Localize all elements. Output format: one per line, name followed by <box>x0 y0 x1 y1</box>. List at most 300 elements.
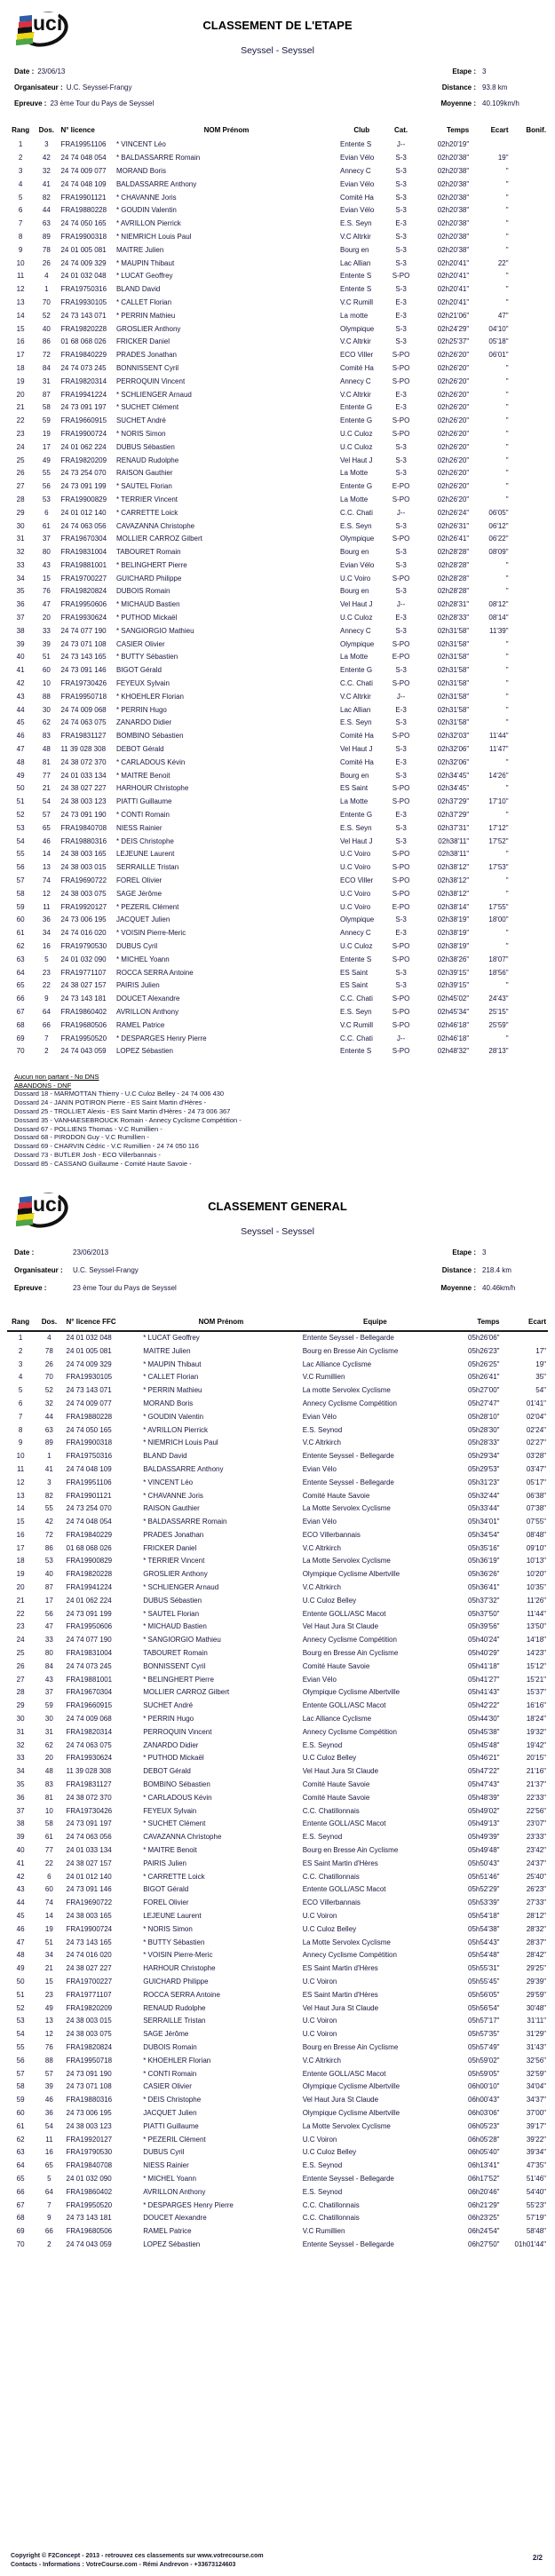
table-cell: " <box>505 166 509 175</box>
table-cell: FEYEUX Sylvain <box>115 679 170 688</box>
table-cell: 36 <box>44 2108 53 2117</box>
table-cell: 05h26'41" <box>468 1373 500 1382</box>
table-cell: CASIER Olivier <box>143 2082 192 2091</box>
table-cell: S-PO <box>392 955 410 963</box>
table-row <box>7 546 548 559</box>
general-header <box>0 1181 555 1240</box>
table-cell: 16 <box>44 2148 53 2157</box>
distance-value: 218.4 km <box>482 1265 511 1274</box>
table-row <box>7 1791 548 1804</box>
table-cell: 24 74 073 245 <box>60 363 107 372</box>
table-cell: 24 74 009 068 <box>66 1715 112 1724</box>
table-cell: 05h52'29" <box>468 1885 500 1894</box>
table-cell: " <box>505 705 509 714</box>
table-cell: La Motte Servolex Cyclisme <box>302 1938 391 1946</box>
table-cell: S-PO <box>392 784 410 793</box>
table-cell: " <box>505 482 509 491</box>
table-cell: 06h23'25" <box>468 2214 500 2223</box>
table-cell: S-PO <box>392 376 410 385</box>
table-row <box>7 362 548 376</box>
dnf-entry: Dossard 35 - VANHAESEBROUCK Romain - Annecy Cyclisme Compétition - <box>14 1115 242 1124</box>
table-cell: ECO Villerbannais <box>302 1898 361 1907</box>
table-cell: 82 <box>44 1491 53 1500</box>
table-cell: 02h37'31" <box>437 823 470 832</box>
table-cell: 30 <box>42 705 51 714</box>
table-cell: 30 <box>44 1715 53 1724</box>
table-cell: FRA19820228 <box>60 324 107 333</box>
table-cell: 24 73 006 195 <box>66 2108 112 2117</box>
table-cell: 10 <box>16 1452 25 1461</box>
table-cell: FRA19901121 <box>66 1491 112 1500</box>
table-row <box>7 2015 548 2028</box>
table-cell: " <box>505 245 509 254</box>
table-cell: U.C Culoz <box>340 942 373 950</box>
table-cell: 66 <box>44 2227 53 2236</box>
table-cell: FRA19930105 <box>60 297 107 306</box>
table-cell: 81 <box>42 757 51 766</box>
table-cell: GROSLIER Anthony <box>115 324 181 333</box>
table-cell: * LUCAT Geoffrey <box>115 272 173 281</box>
table-row <box>7 730 548 743</box>
table-cell: 02h26'20" <box>437 416 470 425</box>
table-cell: 27 <box>16 482 25 491</box>
table-cell: S-PO <box>392 1047 410 1056</box>
table-cell: * NORIS Simon <box>115 429 166 438</box>
table-cell: 59 <box>16 902 25 911</box>
table-row <box>7 1897 548 1910</box>
table-cell: S-PO <box>392 863 410 872</box>
table-cell: 02h38'12" <box>437 863 470 872</box>
table-cell: " <box>505 929 509 938</box>
table-cell: 4 <box>18 1373 23 1382</box>
table-cell: BALDASSARRE Anthony <box>115 179 197 188</box>
dnf-entry: Dossard 67 - POLLIENS Thomas - V.C Rumillien - <box>14 1124 163 1133</box>
table-cell: S-3 <box>395 245 407 254</box>
table-cell: 54 <box>44 2121 53 2130</box>
table-cell: 59 <box>16 2096 25 2104</box>
table-cell: " <box>505 206 509 215</box>
table-cell: * PERRIN Hugo <box>143 1715 194 1724</box>
table-row <box>7 1502 548 1516</box>
table-cell: S-PO <box>392 942 410 950</box>
table-cell: 55'23" <box>526 2200 546 2209</box>
table-cell: 24 74 050 165 <box>66 1425 112 1434</box>
table-row <box>7 2199 548 2212</box>
table-cell: 24 01 005 081 <box>60 245 107 254</box>
table-cell: DOUCET Alexandre <box>115 995 180 1003</box>
table-cell: 37'00" <box>526 2108 546 2117</box>
table-cell: ES Saint <box>340 784 369 793</box>
table-cell: 18'56" <box>488 968 509 977</box>
table-cell: FRA19881001 <box>60 560 107 569</box>
table-cell: JACQUET Julien <box>115 915 170 924</box>
table-cell: 64 <box>16 968 25 977</box>
table-cell: 05h39'56" <box>468 1622 500 1631</box>
table-cell: 61 <box>16 929 25 938</box>
table-cell: FRA19840708 <box>66 2161 113 2170</box>
table-cell: 05h54'18" <box>468 1912 500 1920</box>
footer-contact-line: Contacts - Informations : VotreCourse.com - Rémi Andrevon - +33673124603 <box>11 2561 236 2568</box>
table-cell: * PUTHOD Mickaël <box>115 614 178 622</box>
table-cell: U.C Voiron <box>302 2135 337 2144</box>
table-cell: U.C Voiron <box>302 1912 337 1920</box>
table-cell: 57 <box>16 876 25 885</box>
table-cell: * MICHEL Yoann <box>143 2174 196 2183</box>
table-cell: 02h31'58" <box>437 666 470 675</box>
table-cell: FRA19901121 <box>60 193 107 202</box>
page-footer <box>0 2552 555 2569</box>
table-cell: E-3 <box>395 705 407 714</box>
table-cell <box>511 375 548 388</box>
table-cell: E-3 <box>395 811 407 820</box>
table-cell: 03'47" <box>526 1464 546 1473</box>
table-cell: 72 <box>42 351 51 360</box>
table-cell: Entente GOLL/ASC Macot <box>302 1609 386 1618</box>
table-cell: 01 68 068 026 <box>66 1543 112 1552</box>
table-cell: 24 73 091 146 <box>60 666 107 675</box>
table-cell: 22 <box>16 416 25 425</box>
table-cell: * CALLET Florian <box>115 297 172 306</box>
table-cell: MAITRE Julien <box>143 1346 191 1355</box>
table-cell: 02h38'12" <box>437 876 470 885</box>
table-cell: FRA19950718 <box>66 2056 113 2065</box>
table-cell: 24 01 012 140 <box>66 1872 112 1881</box>
table-cell: 46 <box>44 2096 53 2104</box>
table-row <box>7 1779 548 1792</box>
table-row <box>7 1962 548 1976</box>
table-cell: 08'09" <box>488 548 509 557</box>
table-cell: 36 <box>42 915 51 924</box>
table-cell: E.S. Seyn <box>340 1007 372 1016</box>
table-cell: 07'38" <box>526 1504 546 1513</box>
table-row <box>7 598 548 612</box>
table-cell <box>511 796 548 809</box>
table-cell: 05h45'38" <box>468 1727 500 1736</box>
table-row <box>7 2001 548 2015</box>
table-cell: C.C. Chati <box>340 508 373 517</box>
table-cell: 23 <box>42 968 51 977</box>
table-cell: 06'05" <box>488 508 509 517</box>
table-cell: 5 <box>44 955 49 963</box>
table-cell: 48 <box>16 757 25 766</box>
table-cell: 8 <box>18 232 23 241</box>
table-cell: 11 <box>45 2135 53 2144</box>
table-cell: 55 <box>16 2042 25 2051</box>
table-cell: DUBUS Sébastien <box>143 1596 202 1605</box>
table-cell: La Motte <box>340 469 369 478</box>
table-row <box>7 821 548 835</box>
table-cell: DUBUS Cyril <box>115 942 158 950</box>
date-label: Date : <box>14 67 35 75</box>
table-cell: 34 <box>16 1767 25 1776</box>
table-cell: E-3 <box>395 757 407 766</box>
table-cell: 24 38 003 165 <box>60 850 107 859</box>
table-cell: ZANARDO Didier <box>143 1740 199 1749</box>
table-row <box>7 769 548 782</box>
table-cell: * BUTTY Sébastien <box>115 653 178 662</box>
table-cell: 87 <box>44 1583 53 1592</box>
table-cell: 05h34'54" <box>468 1530 500 1539</box>
table-cell: 61 <box>16 2121 25 2130</box>
table-cell: 30'48" <box>526 2003 546 2012</box>
table-cell: 19" <box>535 1359 546 1368</box>
table-cell <box>511 756 548 769</box>
table-cell: 02h26'20" <box>437 429 470 438</box>
organisateur-label: Organisateur : <box>14 1265 63 1274</box>
table-cell: C.C. Chatillonnais <box>302 1806 360 1815</box>
table-cell: 49 <box>16 771 25 780</box>
table-cell: 34'04" <box>526 2082 546 2091</box>
table-cell: 24 74 063 075 <box>60 718 107 727</box>
table-row <box>7 1607 548 1621</box>
table-cell: Annecy Cyclisme Compétition <box>302 1727 397 1736</box>
table-cell: V.C Altrkirch <box>302 1583 341 1592</box>
table-cell: 76 <box>42 587 51 596</box>
column-header: NOM Prénom <box>198 1317 244 1326</box>
table-row <box>7 1634 548 1647</box>
table-cell: 05h41'27" <box>468 1675 500 1684</box>
table-cell: 24 01 032 048 <box>66 1333 112 1342</box>
table-cell: 70 <box>16 2239 25 2248</box>
table-cell: 03'28" <box>526 1452 546 1461</box>
table-row <box>7 1673 548 1686</box>
table-cell: 34 <box>44 1951 53 1960</box>
table-cell: MOLLIER CARROZ Gilbert <box>143 1688 230 1697</box>
table-row <box>7 336 548 349</box>
table-cell: Bourg en Bresse Ain Cyclisme <box>302 1649 399 1658</box>
table-cell <box>511 1032 548 1045</box>
table-row <box>7 1019 548 1032</box>
table-cell: 26 <box>16 1661 25 1670</box>
table-cell: BIGOT Gérald <box>115 666 162 675</box>
table-cell: 02h26'20" <box>437 351 470 360</box>
table-cell: 24'37" <box>526 1859 546 1867</box>
table-cell: FOREL Olivier <box>115 876 163 885</box>
table-cell: 37 <box>16 614 25 622</box>
table-cell <box>511 349 548 362</box>
table-cell: Evian Vélo <box>340 206 375 215</box>
table-cell: 28'37" <box>526 1938 546 1946</box>
table-cell: 44 <box>16 705 25 714</box>
table-cell: 02h37'29" <box>437 797 470 806</box>
table-cell: S-3 <box>395 206 407 215</box>
table-cell: 42 <box>44 1518 53 1526</box>
table-cell: U.C Culoz Belley <box>302 1754 357 1763</box>
general-title: CLASSEMENT GENERAL <box>208 1199 347 1213</box>
table-cell: PIATTI Guillaume <box>115 797 172 806</box>
table-cell: * PERRIN Mathieu <box>143 1386 202 1395</box>
table-cell: J-- <box>396 508 406 517</box>
table-cell: Vel Haut J <box>340 836 373 845</box>
table-cell: 02h26'41" <box>437 535 470 543</box>
table-row <box>7 467 548 480</box>
table-cell: S-3 <box>395 258 407 267</box>
table-cell: FRA19860402 <box>60 1007 107 1016</box>
table-cell: 24 38 027 157 <box>60 981 107 990</box>
table-cell: 1 <box>18 140 23 149</box>
svg-text:uci: uci <box>33 1192 63 1216</box>
table-cell: * SUCHET Clément <box>143 1819 206 1828</box>
table-cell: " <box>505 560 509 569</box>
table-cell: 24 38 027 227 <box>60 784 107 793</box>
table-cell: 5 <box>18 193 23 202</box>
table-row <box>7 690 548 703</box>
table-cell: 02h31'58" <box>437 718 470 727</box>
table-cell <box>511 1045 548 1058</box>
table-cell: BALDASSARRE Anthony <box>143 1464 224 1473</box>
table-cell: E.S. Seyn <box>340 521 372 530</box>
table-cell: * SCHLIENGER Arnaud <box>143 1583 219 1592</box>
table-cell: 02h20'41" <box>437 297 470 306</box>
table-cell: * SANGIORGIO Mathieu <box>143 1636 221 1645</box>
table-cell: * VOISIN Pierre-Meric <box>115 929 186 938</box>
table-cell: " <box>505 639 509 648</box>
table-cell: 05h35'16" <box>468 1543 500 1552</box>
table-cell: 02h48'32" <box>437 1047 470 1056</box>
table-row <box>7 612 548 625</box>
table-cell <box>511 782 548 796</box>
table-cell: 6 <box>18 1399 23 1407</box>
table-cell: Entente GOLL/ASC Macot <box>302 1819 386 1828</box>
table-row <box>7 638 548 651</box>
table-cell: V.C Altrkirch <box>302 1439 341 1447</box>
stage-header <box>0 0 555 59</box>
table-cell: 62 <box>16 942 25 950</box>
column-header: Equipe <box>363 1317 387 1326</box>
table-cell: 29 <box>16 508 25 517</box>
table-cell: 02h28'28" <box>437 587 470 596</box>
table-cell: 74 <box>44 1898 53 1907</box>
table-cell: 05h57'49" <box>468 2042 500 2051</box>
table-cell: 05h51'46" <box>468 1872 500 1881</box>
table-cell: " <box>505 469 509 478</box>
table-cell: " <box>505 718 509 727</box>
table-cell: U.C Culoz <box>340 442 373 451</box>
table-cell: 41 <box>16 1859 25 1867</box>
table-cell: * CARLADOUS Kévin <box>115 757 186 766</box>
table-cell: RAISON Gauthier <box>143 1504 200 1513</box>
dnf-entry: Dossard 24 - JANIN POTIRON Pierre - ES Saint Martin d'Hères - <box>14 1098 207 1107</box>
table-cell: 14 <box>16 311 25 320</box>
table-cell: Annecy C <box>340 376 371 385</box>
table-cell: 02h20'38" <box>437 166 470 175</box>
table-cell: 65 <box>16 2174 25 2183</box>
table-cell: " <box>505 1034 509 1042</box>
table-cell: 05h55'45" <box>468 1977 500 1986</box>
table-cell: C.C. Chati <box>340 995 373 1003</box>
table-cell: 57'19" <box>526 2214 546 2223</box>
table-cell: S-3 <box>395 745 407 754</box>
table-cell: PIATTI Guillaume <box>143 2121 199 2130</box>
table-cell: 05h54'38" <box>468 1924 500 1933</box>
table-cell: La Motte <box>340 495 369 503</box>
table-cell: 51 <box>42 653 51 662</box>
table-cell: 46 <box>16 1924 25 1933</box>
table-cell: FRA19820314 <box>60 376 107 385</box>
table-cell: 42 <box>16 679 25 688</box>
table-cell: " <box>505 679 509 688</box>
table-cell: FRA19820209 <box>66 2003 113 2012</box>
table-row <box>7 2120 548 2133</box>
table-cell: 78 <box>44 1346 53 1355</box>
table-cell: S-3 <box>395 560 407 569</box>
distance-value: 93.8 km <box>482 83 508 91</box>
table-cell: U.C Culoz Belley <box>302 1596 357 1605</box>
table-cell <box>511 178 548 191</box>
table-cell: 65 <box>42 823 51 832</box>
table-cell: 05h36'41" <box>468 1583 500 1592</box>
table-cell: " <box>505 193 509 202</box>
table-cell: Entente S <box>340 1047 372 1056</box>
table-cell: 39 <box>16 639 25 648</box>
table-cell: 36 <box>16 1793 25 1802</box>
table-cell: FRA19860402 <box>66 2187 113 2196</box>
table-row <box>7 2107 548 2120</box>
table-cell: Vel Haut J <box>340 745 373 754</box>
table-cell: 3 <box>18 1359 23 1368</box>
table-row <box>7 966 548 979</box>
table-cell: * PEZERIL Clément <box>115 902 179 911</box>
table-cell: 21 <box>16 403 25 412</box>
table-cell: 47 <box>42 600 51 609</box>
table-cell: 11 39 028 308 <box>60 745 107 754</box>
table-cell: Comité Ha <box>340 193 374 202</box>
table-cell: 70 <box>44 1373 53 1382</box>
table-cell: 06'38" <box>526 1491 546 1500</box>
table-cell: * PUTHOD Mickaël <box>143 1754 204 1763</box>
table-cell: Entente Seyssel - Bellegarde <box>302 2174 394 2183</box>
table-cell: 06h05'23" <box>468 2121 500 2130</box>
table-cell: 02h38'26" <box>437 955 470 963</box>
table-cell: 24 01 033 134 <box>66 1846 112 1855</box>
table-cell: S-3 <box>395 154 407 162</box>
table-cell: 02h28'28" <box>437 548 470 557</box>
table-cell: 15 <box>42 574 51 583</box>
table-cell: 54 <box>42 797 51 806</box>
table-cell: PRADES Jonathan <box>115 351 177 360</box>
table-row <box>7 1739 548 1752</box>
table-cell: FRA19900724 <box>66 1924 113 1933</box>
table-cell: FRA19951106 <box>60 140 107 149</box>
table-cell: 26 <box>16 469 25 478</box>
column-header: NOM Prénom <box>203 126 250 134</box>
table-cell: FRA19880228 <box>60 206 107 215</box>
table-cell: 05h32'44" <box>468 1491 500 1500</box>
table-cell: 58 <box>16 2082 25 2091</box>
table-cell: S-PO <box>392 732 410 741</box>
table-cell: * SAUTEL Florian <box>143 1609 200 1618</box>
table-row <box>7 1700 548 1713</box>
table-cell: 24 01 032 048 <box>60 272 107 281</box>
organisateur-value: U.C. Seyssel-Frangy <box>73 1265 139 1274</box>
table-cell: 24 73 091 190 <box>60 811 107 820</box>
table-cell: SUCHET André <box>143 1701 194 1710</box>
table-cell: 31 <box>16 1727 25 1736</box>
table-cell: FOREL Olivier <box>143 1898 189 1907</box>
table-row <box>7 401 548 415</box>
general-classification-section <box>0 1181 555 2252</box>
table-cell <box>502 1331 548 1345</box>
table-cell: Entente S <box>340 272 372 281</box>
dnf-entry: Dossard 25 - TROLLIET Alexis - ES Saint Martin d'Hères - 24 73 006 367 <box>14 1106 231 1115</box>
table-cell: 22'33" <box>526 1793 546 1802</box>
table-cell: FRA19750316 <box>60 285 107 294</box>
table-cell: 33 <box>16 560 25 569</box>
table-row <box>7 2146 548 2160</box>
table-cell: PERROQUIN Vincent <box>115 376 186 385</box>
table-cell: 02h20'38" <box>437 219 470 228</box>
dnf-entry: Dossard 68 - PIRODON Guy - V.C Rumillien - <box>14 1133 149 1142</box>
